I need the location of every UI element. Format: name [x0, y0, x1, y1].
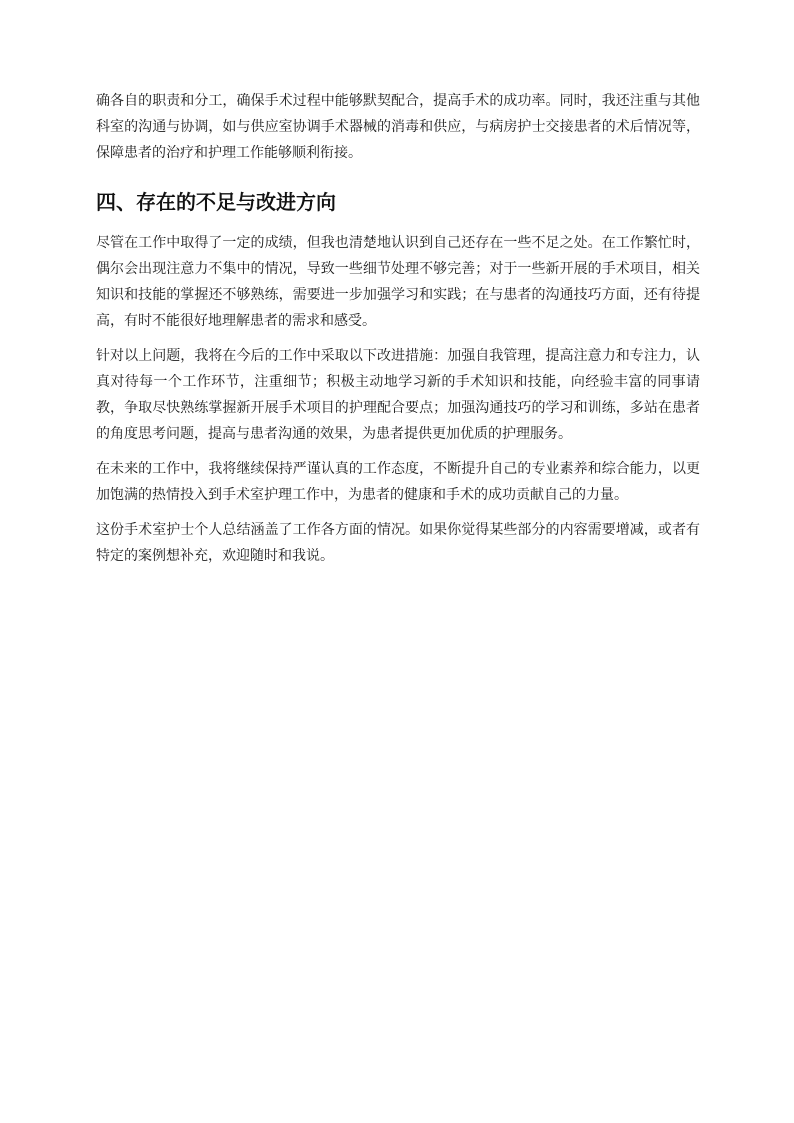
intro-paragraph: 确各自的职责和分工，确保手术过程中能够默契配合，提高手术的成功率。同时，我还注重与其他科室的沟通与协调，如与供应室协调手术器械的消毒和供应，与病房护士交接患者的术后情况等，保障患者的治疗和护理工作能够顺利衔接。 [96, 93, 700, 161]
section-heading: 四、存在的不足与改进方向 [96, 190, 336, 214]
paragraph-closing-note: 这份手术室护士个人总结涵盖了工作各方面的情况。如果你觉得某些部分的内容需要增减，或者有特定的案例想补充，欢迎随时和我说。 [96, 522, 700, 564]
paragraph-future: 在未来的工作中，我将继续保持严谨认真的工作态度，不断提升自己的专业素养和综合能力，以更加饱满的热情投入到手术室护理工作中，为患者的健康和手术的成功贡献自己的力量。 [96, 461, 700, 503]
paragraph-shortcomings: 尽管在工作中取得了一定的成绩，但我也清楚地认识到自己还存在一些不足之处。在工作繁忙时，偶尔会出现注意力不集中的情况，导致一些细节处理不够完善；对于一些新开展的手术项目，相关知识和技能的掌握还不够熟练，需要进一步加强学习和实践；在与患者的沟通技巧方面，还有待提高，有时不能很好地理解患者的需求和感受。 [96, 235, 700, 329]
paragraph-improvements: 针对以上问题，我将在今后的工作中采取以下改进措施：加强自我管理，提高注意力和专注力，认真对待每一个工作环节，注重细节；积极主动地学习新的手术知识和技能，向经验丰富的同事请教，争取尽快熟练掌握新开展手术项目的护理配合要点；加强沟通技巧的学习和训练，多站在患者的角度思考问题，提高与患者沟通的效果，为患者提供更加优质的护理服务。 [96, 348, 700, 442]
document-page [96, 88, 700, 569]
